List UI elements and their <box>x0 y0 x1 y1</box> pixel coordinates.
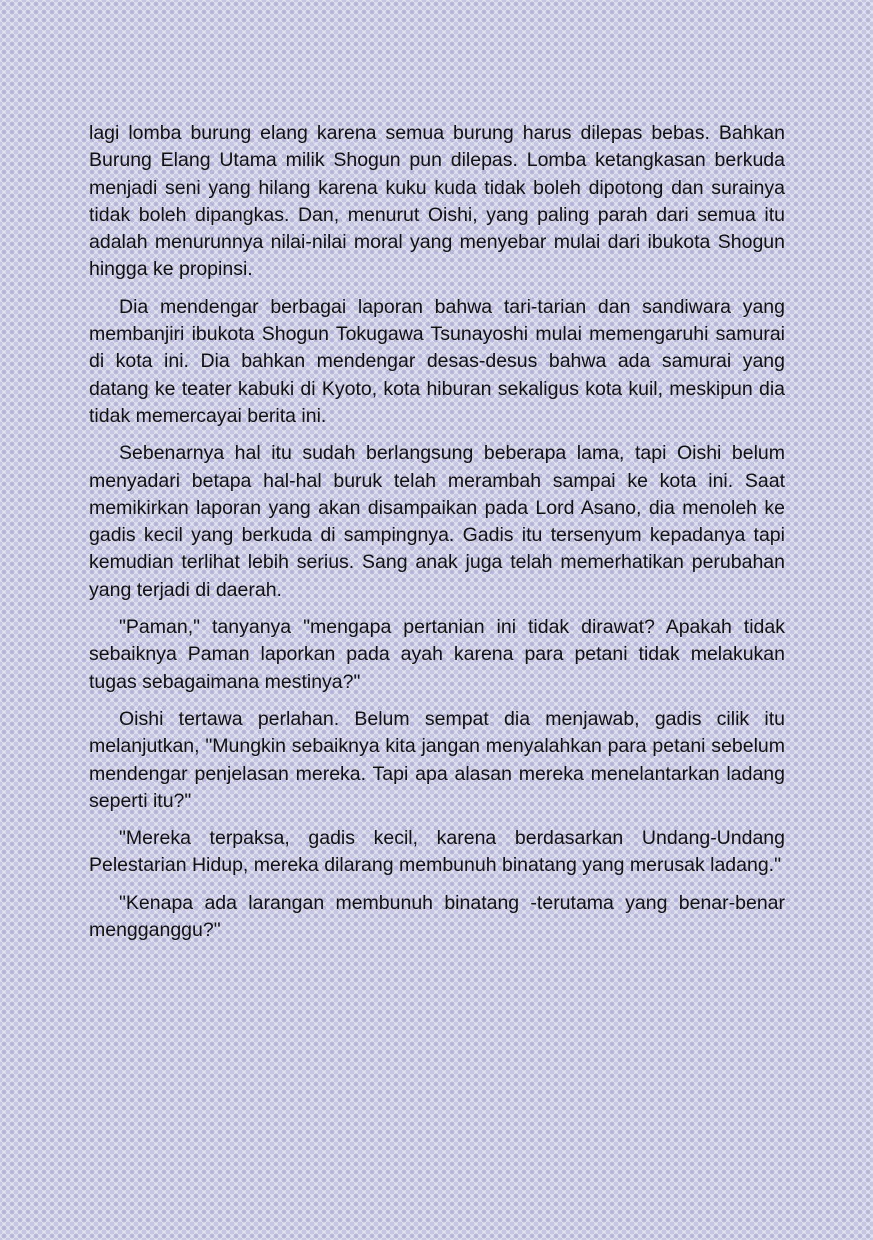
paragraph-7: "Kenapa ada larangan membunuh binatang -terutama yang benar-benar mengganggu?" <box>89 891 785 942</box>
paragraph-5: Oishi tertawa perlahan. Belum sempat dia menjawab, gadis cilik itu melanjutkan, "Mungkin sebaiknya kita jangan menyalahkan para petani sebelum mendengar penjelasan mereka. Tapi apa alasan mereka menelantarkan ladang seperti itu?" <box>89 707 785 812</box>
paragraph-1: lagi lomba burung elang karena semua burung harus dilepas bebas. Bahkan Burung Elang Utama milik Shogun pun dilepas. Lomba ketangkasan berkuda menjadi seni yang hilang karena kuku kuda tidak boleh dipotong dan surainya tidak boleh dipangkas. Dan, menurut Oishi, yang paling parah dari semua itu adalah menurunnya nilai-nilai moral yang menyebar mulai dari ibukota Shogun hingga ke propinsi. <box>89 122 785 281</box>
paragraph-4: "Paman," tanyanya "mengapa pertanian ini tidak dirawat? Apakah tidak sebaiknya Paman laporkan pada ayah karena para petani tidak melakukan tugas sebagaimana mestinya?" <box>89 616 785 693</box>
paragraph-2: Dia mendengar berbagai laporan bahwa tari-tarian dan sandiwara yang membanjiri ibukota Shogun Tokugawa Tsunayoshi mulai memengaruhi samurai di kota ini. Dia bahkan mendengar desas-desus bahwa ada samurai yang datang ke teater kabuki di Kyoto, kota hiburan sekaligus kota kuil, meskipun dia tidak memercayai berita ini. <box>89 295 785 427</box>
paragraph-3: Sebenarnya hal itu sudah berlangsung beberapa lama, tapi Oishi belum menyadari betapa hal-hal buruk telah merambah sampai ke kota ini. Saat memikirkan laporan yang akan disampaikan pada Lord Asano, dia menoleh ke gadis kecil yang berkuda di sampingnya. Gadis itu tersenyum kepadanya tapi kemudian terlihat lebih serius. Sang anak juga telah memerhatikan perubahan yang terjadi di daerah. <box>89 442 785 601</box>
page-body-text <box>89 120 785 954</box>
paragraph-6: "Mereka terpaksa, gadis kecil, karena berdasarkan Undang-Undang Pelestarian Hidup, mereka dilarang membunuh binatang yang merusak ladang." <box>89 827 785 877</box>
